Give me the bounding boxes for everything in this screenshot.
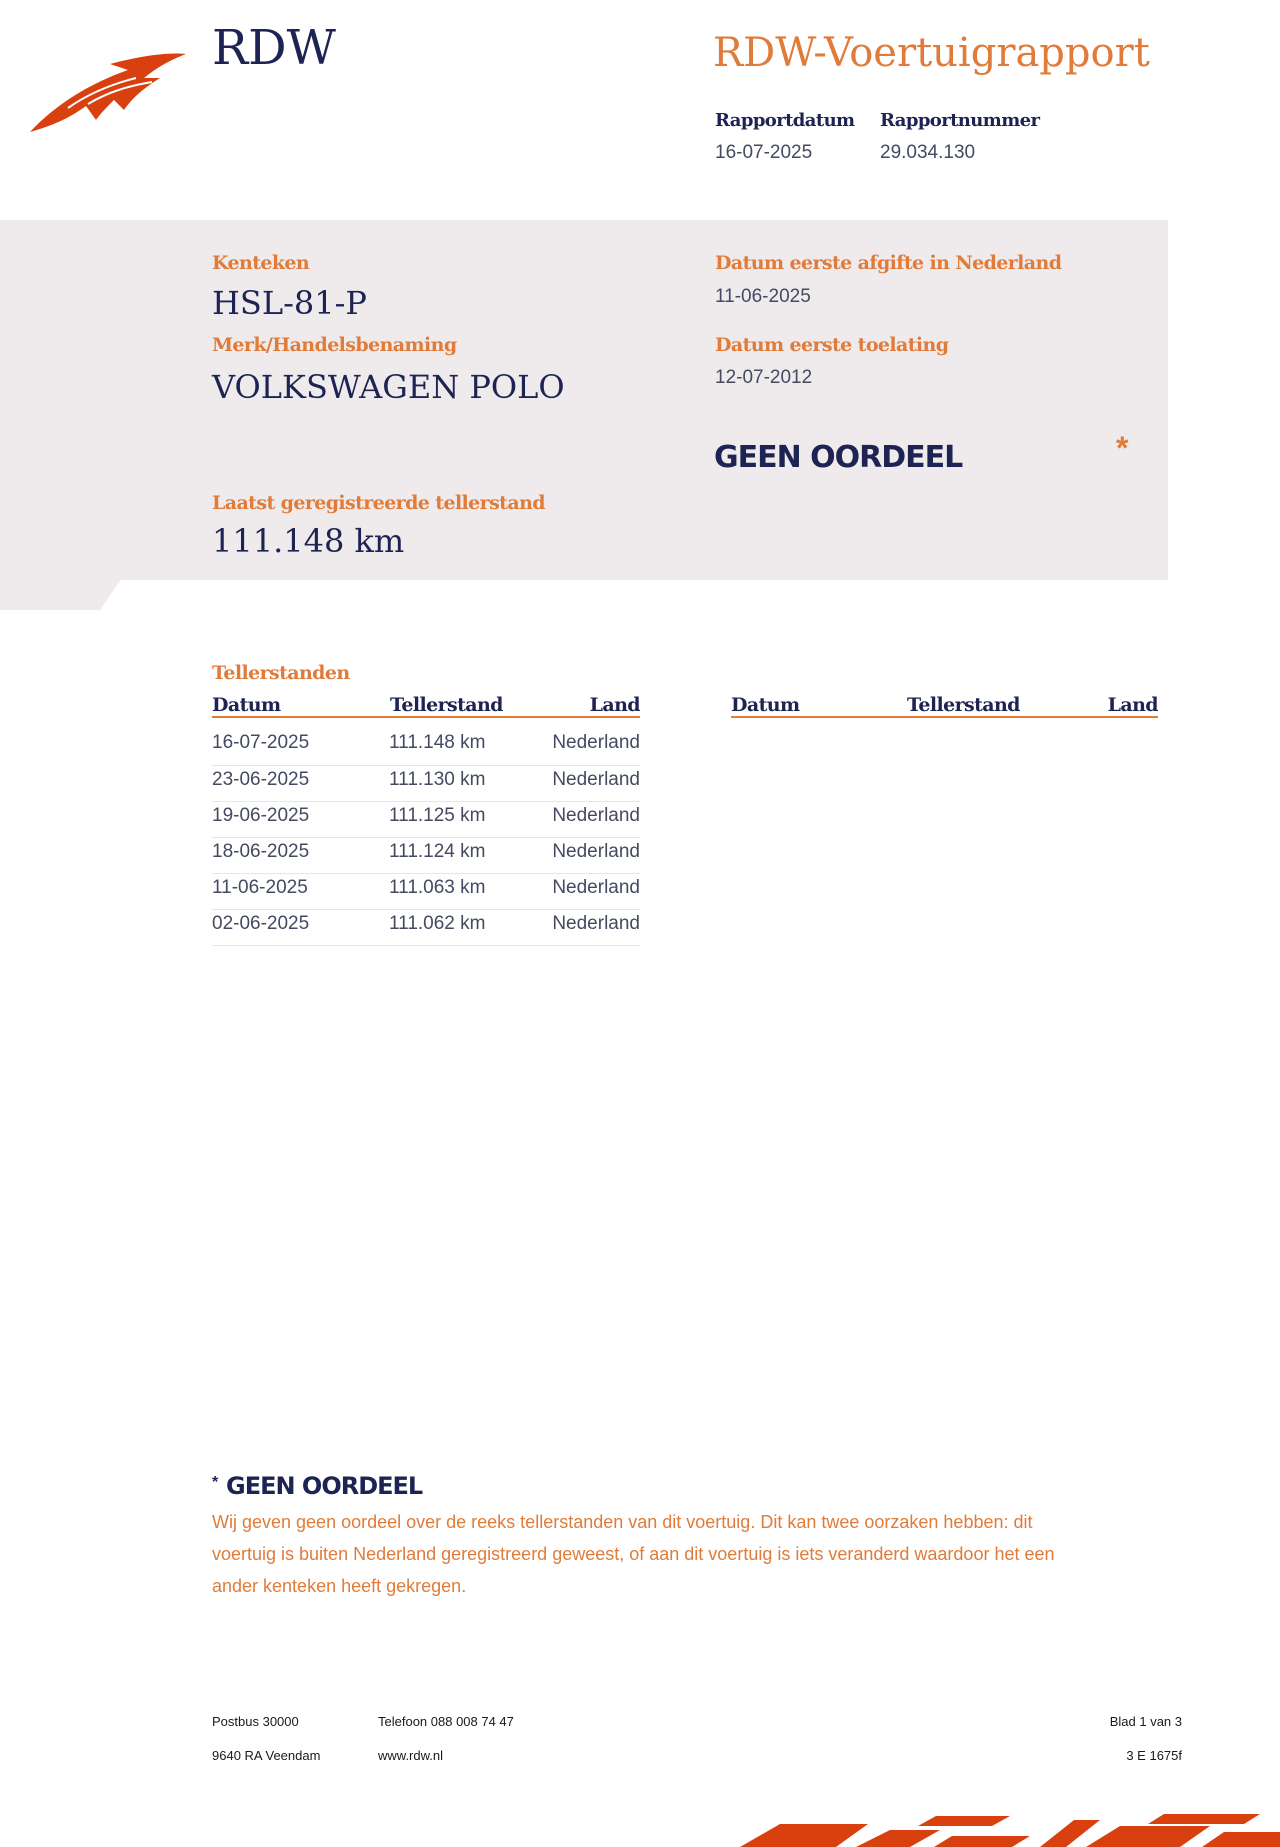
- table-row-date: 23-06-2025: [212, 769, 310, 790]
- mileage-label: Laatst geregistreerde tellerstand: [212, 492, 545, 514]
- table-row-divider: [212, 909, 640, 910]
- table-row-date: 16-07-2025: [212, 732, 310, 753]
- table-right-header-rule: [731, 716, 1158, 718]
- table-row-country: Nederland: [552, 805, 640, 826]
- report-date-label: Rapportdatum: [715, 110, 855, 131]
- footer-website-link[interactable]: www.rdw.nl: [378, 1748, 444, 1763]
- table-row-date: 18-06-2025: [212, 841, 310, 862]
- table-row-date: 02-06-2025: [212, 913, 310, 934]
- report-number-label: Rapportnummer: [880, 110, 1040, 131]
- vehicle-info-band: [0, 220, 1168, 580]
- table-right-header-country: Land: [1107, 694, 1158, 716]
- first-admission-value: 12-07-2012: [715, 367, 813, 388]
- table-left-header-rule: [212, 716, 640, 718]
- vehicle-info-band-tab: [0, 578, 122, 610]
- plate-value: HSL-81-P: [212, 284, 367, 322]
- table-right-header-date: Datum: [731, 694, 800, 716]
- table-row-divider: [212, 765, 640, 766]
- make-value: VOLKSWAGEN POLO: [212, 368, 565, 406]
- rdw-logo-icon: [28, 48, 188, 134]
- table-row-reading: 111.148 km: [389, 732, 486, 753]
- table-row-country: Nederland: [552, 769, 640, 790]
- verdict-text: GEEN OORDEEL: [714, 440, 963, 475]
- table-row-reading: 111.130 km: [389, 769, 486, 790]
- make-label: Merk/Handelsbenaming: [212, 334, 457, 356]
- table-left-header-date: Datum: [212, 694, 281, 716]
- footer-city: 9640 RA Veendam: [212, 1748, 321, 1763]
- table-row-country: Nederland: [552, 841, 640, 862]
- logo-text: RDW: [212, 20, 336, 76]
- report-title: RDW-Voertuigrapport: [713, 30, 1150, 76]
- table-left-header-country: Land: [589, 694, 640, 716]
- table-row-divider: [212, 837, 640, 838]
- note-text-line-2: voertuig is buiten Nederland geregistreerd geweest, of aan dit voertuig is iets veranderd waardoor het een: [212, 1544, 1055, 1564]
- note-text-line-1: Wij geven geen oordeel over de reeks tellerstanden van dit voertuig. Dit kan twee oorzaken hebben: dit: [212, 1512, 1033, 1532]
- plate-label: Kenteken: [212, 252, 310, 274]
- table-row-reading: 111.125 km: [389, 805, 486, 826]
- table-left-header-reading: Tellerstand: [390, 694, 503, 716]
- verdict-asterisk: *: [1116, 430, 1129, 466]
- table-row-reading: 111.063 km: [389, 877, 486, 898]
- table-row-divider: [212, 801, 640, 802]
- report-number: 29.034.130: [880, 142, 976, 163]
- table-row-reading: 111.124 km: [389, 841, 486, 862]
- first-registration-nl-label: Datum eerste afgifte in Nederland: [715, 252, 1062, 274]
- table-row-divider: [212, 945, 640, 946]
- first-registration-nl-value: 11-06-2025: [715, 286, 811, 307]
- table-row-divider: [212, 873, 640, 874]
- note-title: GEEN OORDEEL: [226, 1472, 423, 1500]
- footer-page-number: Blad 1 van 3: [1109, 1714, 1182, 1729]
- table-row-reading: 111.062 km: [389, 913, 486, 934]
- mileage-value: 111.148 km: [212, 522, 405, 560]
- note-text-line-3: ander kenteken heeft gekregen.: [212, 1576, 467, 1596]
- footer-postbus: Postbus 30000: [212, 1714, 299, 1729]
- footer-phone: Telefoon 088 008 74 47: [378, 1714, 514, 1729]
- table-row-country: Nederland: [552, 913, 640, 934]
- table-row-date: 19-06-2025: [212, 805, 310, 826]
- table-row-country: Nederland: [552, 732, 640, 753]
- report-date: 16-07-2025: [715, 142, 813, 163]
- decorative-stripes: [740, 1812, 1280, 1847]
- first-admission-label: Datum eerste toelating: [715, 334, 949, 356]
- odometer-section-title: Tellerstanden: [212, 662, 350, 684]
- table-row-country: Nederland: [552, 877, 640, 898]
- note-asterisk: *: [212, 1474, 219, 1491]
- footer-document-code: 3 E 1675f: [1126, 1748, 1182, 1763]
- table-row-date: 11-06-2025: [212, 877, 308, 898]
- table-right-header-reading: Tellerstand: [907, 694, 1020, 716]
